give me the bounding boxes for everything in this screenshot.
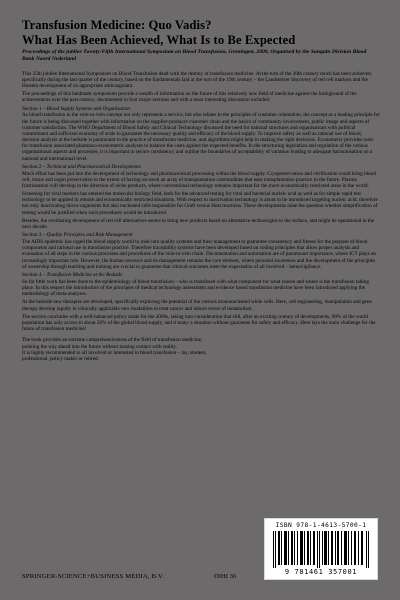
section-3-label: Section 3 – bbox=[22, 232, 47, 239]
section-2-title: Technical and Pharmaceutical Developments bbox=[46, 163, 141, 170]
cover-text bbox=[22, 18, 380, 362]
catalog-code: DIHI 36 bbox=[214, 573, 237, 580]
section-4-label: Section 4 – bbox=[22, 272, 47, 279]
section-4-text-2: At the bedside new therapies are developed, specifically exploring the potential of the various mononucleated white cells. Here, cell engineering, manipulation and gene therapy develop rapidly in clinically applicable new modalities to treat cancer and inborn errors of metabolism. bbox=[22, 299, 372, 312]
barcode-digits: 9 781461 357001 bbox=[284, 568, 358, 576]
section-4-text-3: The section concludes with a well-balanced policy made for the 2000s, taking into consideration that still, after an exciting century of developments, 80% of the world population has only access to about 20% of the global blood supply, and it many a situation without guarantee for safety and efficacy. Here lays the main challenge for the future of transfusion medicine! bbox=[22, 313, 376, 333]
closing-statement bbox=[22, 337, 380, 362]
section-3-heading bbox=[22, 232, 380, 238]
book-title bbox=[22, 18, 380, 47]
closing-line-3: It is highly recommended to all involved or interested in blood transfusion – lay, student, bbox=[22, 349, 207, 356]
description bbox=[22, 71, 380, 362]
title-line-2: What Has Been Achieved, What Is to Be Expected bbox=[22, 32, 296, 47]
book-subtitle: Proceedings of the jubilee Twenty-Fifth International Symposium on Blood Transfusion, Groningen, 2000, Organised by the Sanquin Division Blood Bank Noord Nederland bbox=[22, 49, 367, 62]
section-4-heading bbox=[22, 272, 380, 278]
section-2-label: Section 2 – bbox=[22, 163, 47, 170]
section-2-text-2: Screening for viral markers has entered the molecular biology field, both for the advanced testing for viral and bacterial nucleic acid as well as for simple rapid test technology to be applied in remote and economically restricted situations. With respect to inactivation technology is about to be introduced targeting nucleic acid, therefore not only inactivating micro-organisms but also nucleated cells responsible for Graft versus Host reactions. These developments raise the question whether simplification of testing would be justified when such procedures would be introduced. bbox=[22, 191, 378, 216]
section-1-text: As blood transfusion in the vein-to-vein concept not only represents a service, but also relates to the principles of customer orientation, the concept as a leading principle for the future is being discussed together with information on the supplier-producer-customer chain and the basics of community involvement, public image and aspects of customer satisfaction. The WHO Department of Blood Safety and Clinical Technology discussed the need for national structures and organisations with political commitment and sufficient economy of scale to guarantee the necessary quality and efficacy of the blood supply. To improve safety as well as rational use of blood, decision analysis at the bedside is paramount to the practice of transfusion medicine, and algorithms might help in making the right decisions. Econometry provides tools for transfusion associated pharmaco-econometric analyses to balance the costs against the expected benefits. In the structuring legislation and regulation of the various organisational aspects and processes, it is important to secure consistency and outline the boundaries of acceptability of variation leading to adequate harmonisation on a national and international level. bbox=[22, 112, 380, 162]
publisher-name: SPRINGER-SCIENCE+BUSINESS MEDIA, B.V. bbox=[22, 573, 164, 580]
closing-line-2: pointing the way ahead into the future without loosing contact with reality. bbox=[22, 343, 177, 350]
closing-line-4: professional, policy maker or retired. bbox=[22, 355, 99, 362]
title-line-1: Transfusion Medicine: Quo Vadis? bbox=[22, 18, 212, 32]
section-2-text: Much effort has been put into the development of technology and pharmaceutical processing within the blood supply. Cryopreservation and vitrification could bring blood cell, tissue and organ preservation to the extent of having on stock an array of transplantation commodities that ease transplantation practice in the future. Plasma fractionation will develop in the direction of niche products, where conventional technology remains important for the more economically restricted areas in the world. bbox=[22, 170, 376, 189]
isbn-number: ISBN 978-1-4613-5700-1 bbox=[275, 522, 367, 529]
section-1-heading bbox=[22, 106, 380, 112]
intro-paragraph: This 25th jubilee International Symposium on Blood Transfusion dealt with the destiny of transfusion medicine. At the turn of the 20th century much has been achieved, specifically during the last quarter of the century, based on the fundamentals laid at the turn of the 19th century – the Landsteiner discovery of red cell markers and the Hustein development of an appropriate anticoagulant. bbox=[22, 70, 372, 89]
intro-paragraph-2: The proceedings of this landmark symposium provide a wealth of information on the future of this relatively new field of medicine against the background of the achievements over the past century, documented in four major sections and with a most interesting discussion included: bbox=[22, 91, 357, 104]
section-3-title: Quality Principles and Risk Management bbox=[46, 232, 133, 239]
closing-line-1: The book provides an extreme comprehensiveness of the field of transfusion medicine, bbox=[22, 337, 203, 344]
barcode-icon bbox=[271, 531, 371, 568]
section-3-text: The AIDS epidemic has urged the blood supply world to look into quality systems and their management to guarantee consistency and fitness for the purpose of blood components and rational use in transfusion practice. Therefore traceability systems have been developed based on coding principles that allow proper analysis and evaluation of all steps in the various processes and procedures of the vein-to-vein chain. Documentation and automation are of paramount importance, where ICT plays an increasingly important role. However, the human resource and its management remains the core element, where personal awareness and the development of the principles of ownership through teaching and training are crucial to guarantee that clinical outcomes meet the expectation of all involved – hemovigilance. bbox=[22, 239, 376, 270]
section-1-title: Blood Supply Systems and Organisation bbox=[46, 105, 131, 112]
section-4-title: Transfusion Medicine at the Bedside bbox=[46, 272, 123, 279]
section-1-label: Section 1 – bbox=[22, 105, 47, 112]
section-2-heading bbox=[22, 164, 380, 170]
section-2-text-3: Besides, the everlasting development of red cell alternatives seems to bring new products based on alternative technologies to the surface, and might be operational in the next decade. bbox=[22, 217, 375, 231]
barcode-panel bbox=[264, 518, 378, 580]
section-4-text: So far little work has been done to the epidemiology of blood transfusion – who is transfused with what component for what reason and where is the transfusion taking place. In this respect the introduction of the principles of medical technology assessment and evidence based transfusion medicine have been introduced applying the methodology of meta-analyses. bbox=[22, 278, 369, 298]
